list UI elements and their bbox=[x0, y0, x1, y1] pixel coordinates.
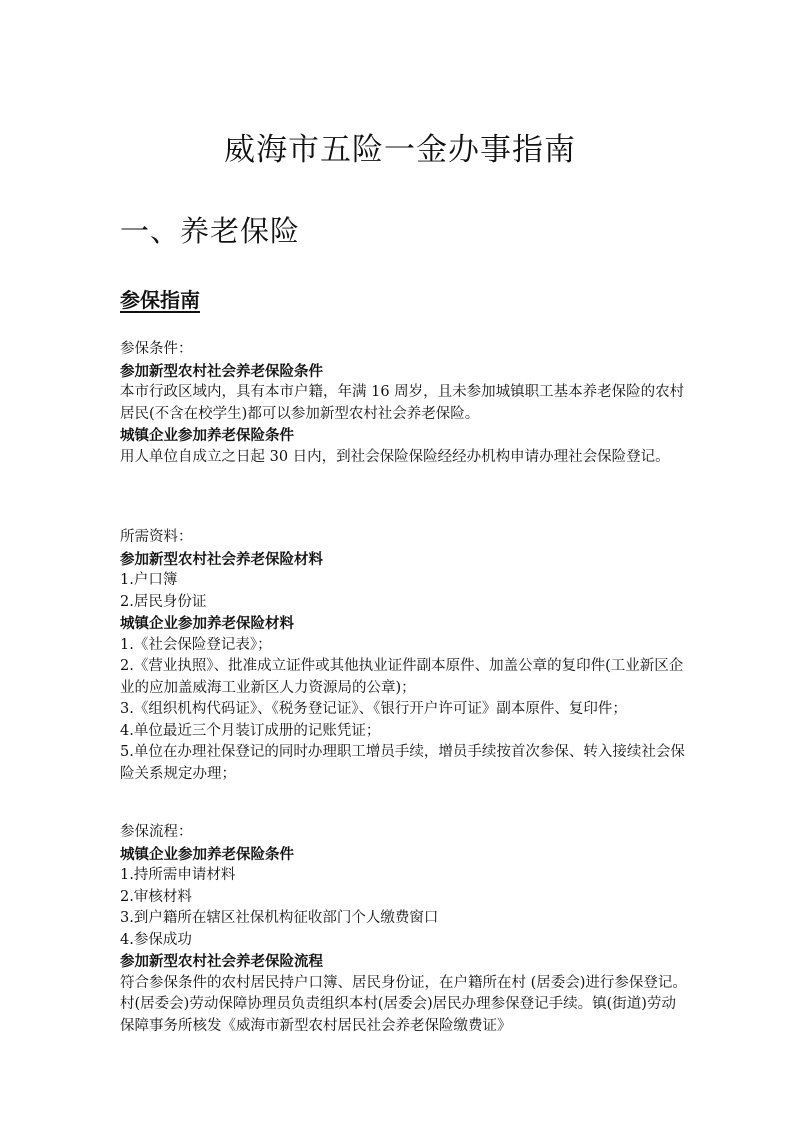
section-heading: 一、养老保险 bbox=[120, 214, 301, 248]
rural-materials-heading: 参加新型农村社会养老保险材料 bbox=[120, 550, 323, 568]
rural-process-heading: 参加新型农村社会养老保险流程 bbox=[120, 953, 323, 970]
process-label: 参保流程： bbox=[120, 824, 193, 840]
list-item: 1.户口簿 bbox=[120, 572, 178, 588]
conditions-label: 参保条件： bbox=[120, 341, 193, 357]
urban-conditions-text: 用人单位自成立之日起 30 日内，到社会保险保险经经办机构申请办理社会保险登记。 bbox=[120, 448, 670, 465]
urban-process-heading: 城镇企业参加养老保险条件 bbox=[120, 845, 294, 863]
rural-process-text: 符合参保条件的农村居民持户口簿、居民身份证，在户籍所在村 (居委会)进行参保登记。村(居委会)劳动保障协理员负责组织本村(居委会)居民办理参保登记手续。镇(街道)劳动保障事务所核发《威海市新型农村居民社会养老保险缴费证》 bbox=[120, 974, 687, 1034]
subsection-heading: 参保指南 bbox=[120, 288, 200, 312]
materials-label: 所需资料： bbox=[120, 529, 193, 545]
list-item: 2.审核材料 bbox=[120, 888, 192, 905]
materials-block bbox=[120, 527, 690, 785]
rural-conditions-text: 本市行政区域内，具有本市户籍，年满 16 周岁，且未参加城镇职工基本养老保险的农村居民(不含在校学生)都可以参加新型农村社会养老保险。 bbox=[120, 384, 685, 422]
conditions-block bbox=[120, 339, 690, 468]
urban-materials-heading: 城镇企业参加养老保险材料 bbox=[120, 615, 294, 632]
urban-conditions-heading: 城镇企业参加养老保险条件 bbox=[120, 427, 294, 444]
list-item: 4.参保成功 bbox=[120, 931, 192, 948]
list-item: 5.单位在办理社保登记的同时办理职工增员手续，增员手续按首次参保、转入接续社会保险关系规定办理； bbox=[120, 744, 685, 782]
list-item: 2.《营业执照》、批准成立证件或其他执业证件副本原件、加盖公章的复印件(工业新区企业的应加盖威海工业新区人力资源局的公章)； bbox=[120, 658, 684, 696]
list-item: 1.《社会保险登记表》； bbox=[120, 636, 272, 653]
list-item: 1.持所需申请材料 bbox=[120, 867, 236, 883]
document-title: 威海市五险一金办事指南 bbox=[224, 132, 576, 168]
list-item: 3.到户籍所在辖区社保机构征收部门个人缴费窗口 bbox=[120, 910, 439, 926]
list-item: 4.单位最近三个月装订成册的记账凭证； bbox=[120, 722, 381, 739]
list-item: 3.《组织机构代码证》、《税务登记证》、《银行开户许可证》副本原件、复印件； bbox=[120, 701, 627, 717]
process-block bbox=[120, 822, 690, 1037]
rural-conditions-heading: 参加新型农村社会养老保险条件 bbox=[120, 362, 323, 380]
list-item: 2.居民身份证 bbox=[120, 593, 207, 610]
